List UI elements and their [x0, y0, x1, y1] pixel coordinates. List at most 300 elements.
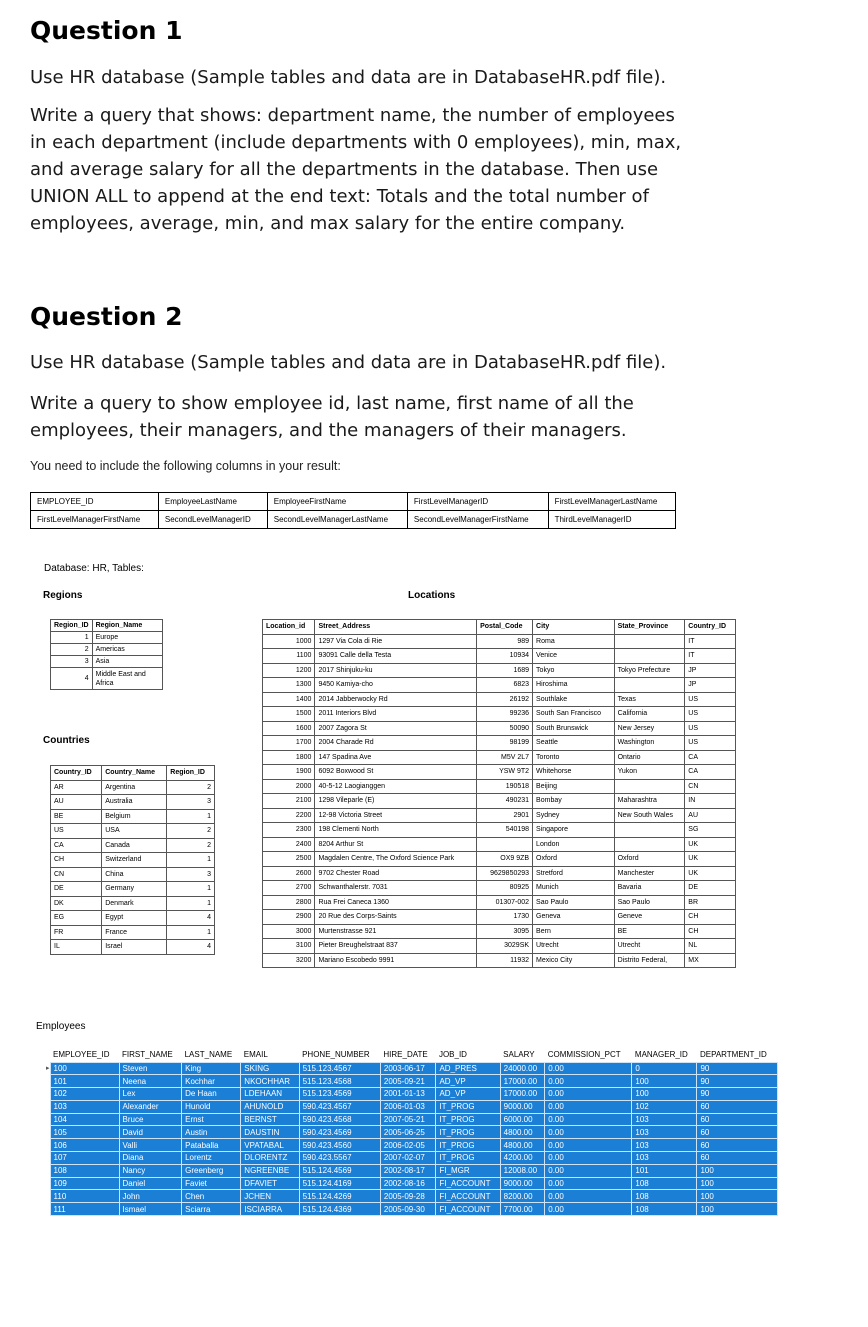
- table-cell: 1730: [477, 910, 533, 925]
- column-header[interactable]: MANAGER_ID: [632, 1048, 697, 1062]
- table-cell: France: [102, 925, 167, 940]
- table-row[interactable]: [46, 1113, 778, 1126]
- table-cell[interactable]: 100: [632, 1088, 697, 1101]
- table-cell[interactable]: 7700.00: [500, 1203, 545, 1216]
- table-row: [51, 925, 215, 940]
- columns-note: You need to include the following columns in your result:: [30, 459, 341, 473]
- table-cell[interactable]: LDEHAAN: [241, 1088, 299, 1101]
- table-cell[interactable]: ISCIARRA: [241, 1203, 299, 1216]
- table-cell: IN: [685, 794, 736, 809]
- columns-row: [31, 493, 676, 511]
- table-cell[interactable]: 590.423.4569: [299, 1126, 380, 1139]
- table-row: [263, 736, 736, 751]
- table-cell: DK: [51, 896, 102, 911]
- column-cell: ThirdLevelManagerID: [548, 511, 675, 529]
- column-cell: SecondLevelManagerLastName: [267, 511, 407, 529]
- table-cell: 1000: [263, 634, 315, 649]
- table-cell: Geneve: [614, 910, 685, 925]
- table-cell[interactable]: 0.00: [545, 1139, 632, 1152]
- table-cell: 2: [167, 824, 215, 839]
- column-header[interactable]: PHONE_NUMBER: [299, 1048, 380, 1062]
- table-cell: 20 Rue des Corps-Saints: [315, 910, 477, 925]
- table-cell[interactable]: IT_PROG: [436, 1139, 500, 1152]
- table-cell[interactable]: Steven: [119, 1062, 182, 1075]
- table-cell: UK: [685, 837, 736, 852]
- table-cell[interactable]: IT_PROG: [436, 1113, 500, 1126]
- table-cell[interactable]: DAUSTIN: [241, 1126, 299, 1139]
- table-cell: JP: [685, 663, 736, 678]
- table-cell: Singapore: [533, 823, 615, 838]
- table-cell: Toronto: [533, 750, 615, 765]
- table-cell: 80925: [477, 881, 533, 896]
- table-cell: Asia: [92, 656, 162, 668]
- table-cell: 1700: [263, 736, 315, 751]
- table-cell: 50090: [477, 721, 533, 736]
- table-row: [51, 644, 163, 656]
- table-cell[interactable]: 2006-01-03: [380, 1100, 436, 1113]
- table-cell[interactable]: 6000.00: [500, 1113, 545, 1126]
- table-cell[interactable]: 8200.00: [500, 1190, 545, 1203]
- table-cell: IL: [51, 940, 102, 955]
- table-cell: 540198: [477, 823, 533, 838]
- table-cell[interactable]: 101: [632, 1164, 697, 1177]
- table-cell[interactable]: 0.00: [545, 1203, 632, 1216]
- table-cell[interactable]: 0.00: [545, 1100, 632, 1113]
- table-cell: Seattle: [533, 736, 615, 751]
- table-row: [263, 663, 736, 678]
- table-row: [263, 808, 736, 823]
- table-row[interactable]: [46, 1190, 778, 1203]
- table-row: [263, 750, 736, 765]
- table-cell[interactable]: Sciarra: [182, 1203, 241, 1216]
- table-cell: UK: [685, 866, 736, 881]
- table-cell[interactable]: 60: [697, 1152, 778, 1165]
- table-cell[interactable]: 108: [632, 1190, 697, 1203]
- table-cell[interactable]: 2002-08-16: [380, 1177, 436, 1190]
- table-cell[interactable]: 2001-01-13: [380, 1088, 436, 1101]
- table-cell[interactable]: Lex: [119, 1088, 182, 1101]
- table-cell[interactable]: 60: [697, 1113, 778, 1126]
- regions-label: Regions: [43, 590, 83, 601]
- table-cell[interactable]: AD_PRES: [436, 1062, 500, 1075]
- table-cell: [614, 649, 685, 664]
- table-cell[interactable]: 90: [697, 1062, 778, 1075]
- columns-row: [31, 511, 676, 529]
- table-cell[interactable]: 110: [50, 1190, 119, 1203]
- table-cell: Southlake: [533, 692, 615, 707]
- table-cell: Tokyo: [533, 663, 615, 678]
- table-cell: Whitehorse: [533, 765, 615, 780]
- table-row: [263, 866, 736, 881]
- table-cell[interactable]: 17000.00: [500, 1075, 545, 1088]
- body-line: Write a query to show employee id, last name, first name of all the: [30, 393, 634, 414]
- table-cell: South Brunswick: [533, 721, 615, 736]
- table-cell: 2004 Charade Rd: [315, 736, 477, 751]
- table-cell: BE: [51, 809, 102, 824]
- table-cell: 2100: [263, 794, 315, 809]
- table-cell[interactable]: 111: [50, 1203, 119, 1216]
- table-cell[interactable]: 107: [50, 1152, 119, 1165]
- table-cell: 2000: [263, 779, 315, 794]
- table-cell: Washington: [614, 736, 685, 751]
- table-cell[interactable]: AD_VP: [436, 1088, 500, 1101]
- table-cell[interactable]: Diana: [119, 1152, 182, 1165]
- table-cell[interactable]: De Haan: [182, 1088, 241, 1101]
- table-cell: 1: [167, 853, 215, 868]
- countries-label: Countries: [43, 735, 90, 746]
- table-cell[interactable]: 0: [632, 1062, 697, 1075]
- table-cell: Murtenstrasse 921: [315, 924, 477, 939]
- table-row: [263, 823, 736, 838]
- table-cell: [614, 823, 685, 838]
- table-cell: IT: [685, 649, 736, 664]
- table-cell[interactable]: 100: [697, 1203, 778, 1216]
- table-cell[interactable]: FI_ACCOUNT: [436, 1203, 500, 1216]
- table-cell: DE: [51, 882, 102, 897]
- table-cell[interactable]: 100: [697, 1177, 778, 1190]
- table-cell[interactable]: 0.00: [545, 1177, 632, 1190]
- table-cell[interactable]: 590.423.4560: [299, 1139, 380, 1152]
- table-row: [263, 895, 736, 910]
- table-cell[interactable]: Austin: [182, 1126, 241, 1139]
- table-cell[interactable]: 103: [632, 1139, 697, 1152]
- table-cell: [614, 837, 685, 852]
- table-cell: Utrecht: [614, 939, 685, 954]
- table-cell: MX: [685, 953, 736, 968]
- table-cell[interactable]: 109: [50, 1177, 119, 1190]
- required-columns-table: [30, 492, 676, 529]
- table-cell: 2300: [263, 823, 315, 838]
- table-cell[interactable]: FI_MGR: [436, 1164, 500, 1177]
- table-cell[interactable]: 590.423.5567: [299, 1152, 380, 1165]
- table-cell: IT: [685, 634, 736, 649]
- table-cell[interactable]: 2003-06-17: [380, 1062, 436, 1075]
- table-cell[interactable]: John: [119, 1190, 182, 1203]
- table-cell[interactable]: 100: [697, 1164, 778, 1177]
- table-cell[interactable]: IT_PROG: [436, 1126, 500, 1139]
- table-cell[interactable]: 0.00: [545, 1126, 632, 1139]
- table-cell: FR: [51, 925, 102, 940]
- table-cell[interactable]: SKING: [241, 1062, 299, 1075]
- table-cell[interactable]: 60: [697, 1126, 778, 1139]
- table-cell: 3029SK: [477, 939, 533, 954]
- table-cell: Beijing: [533, 779, 615, 794]
- column-cell: FirstLevelManagerID: [407, 493, 548, 511]
- table-cell[interactable]: Faviet: [182, 1177, 241, 1190]
- table-header-row: [51, 620, 163, 632]
- table-cell: New Jersey: [614, 721, 685, 736]
- table-cell[interactable]: Pataballa: [182, 1139, 241, 1152]
- table-cell: 3000: [263, 924, 315, 939]
- table-cell[interactable]: 2005-06-25: [380, 1126, 436, 1139]
- table-cell[interactable]: VPATABAL: [241, 1139, 299, 1152]
- table-row: [263, 634, 736, 649]
- table-cell[interactable]: Nancy: [119, 1164, 182, 1177]
- table-row: [51, 882, 215, 897]
- column-header[interactable]: HIRE_DATE: [380, 1048, 436, 1062]
- table-cell[interactable]: 4200.00: [500, 1152, 545, 1165]
- table-row[interactable]: [46, 1164, 778, 1177]
- table-cell: USA: [102, 824, 167, 839]
- table-cell: 2200: [263, 808, 315, 823]
- table-cell[interactable]: JCHEN: [241, 1190, 299, 1203]
- table-cell[interactable]: 515.124.4269: [299, 1190, 380, 1203]
- table-cell[interactable]: 108: [50, 1164, 119, 1177]
- table-cell[interactable]: Greenberg: [182, 1164, 241, 1177]
- table-cell: CA: [685, 765, 736, 780]
- table-cell[interactable]: 2007-05-21: [380, 1113, 436, 1126]
- table-cell: Sydney: [533, 808, 615, 823]
- table-cell[interactable]: Alexander: [119, 1100, 182, 1113]
- table-cell[interactable]: 590.423.4568: [299, 1113, 380, 1126]
- row-marker: ▸: [46, 1062, 50, 1075]
- table-cell[interactable]: 4800.00: [500, 1139, 545, 1152]
- table-cell[interactable]: 2005-09-28: [380, 1190, 436, 1203]
- table-cell[interactable]: Chen: [182, 1190, 241, 1203]
- table-cell[interactable]: 0.00: [545, 1113, 632, 1126]
- table-cell[interactable]: 60: [697, 1100, 778, 1113]
- column-header: Location_id: [263, 620, 315, 635]
- table-cell[interactable]: 515.124.4369: [299, 1203, 380, 1216]
- table-cell: South San Francisco: [533, 707, 615, 722]
- table-cell: 490231: [477, 794, 533, 809]
- body-line: and average salary for all the departments in the database. Then use: [30, 159, 659, 180]
- table-cell[interactable]: FI_ACCOUNT: [436, 1190, 500, 1203]
- table-row: [263, 939, 736, 954]
- table-cell[interactable]: 0.00: [545, 1075, 632, 1088]
- table-cell[interactable]: 12008.00: [500, 1164, 545, 1177]
- table-cell[interactable]: 108: [632, 1203, 697, 1216]
- table-cell[interactable]: 515.123.4568: [299, 1075, 380, 1088]
- table-cell[interactable]: 90: [697, 1088, 778, 1101]
- table-cell: BE: [614, 924, 685, 939]
- table-cell: 3100: [263, 939, 315, 954]
- table-cell: 1297 Via Cola di Rie: [315, 634, 477, 649]
- table-row: [263, 852, 736, 867]
- table-cell[interactable]: 2007-02-07: [380, 1152, 436, 1165]
- table-cell[interactable]: FI_ACCOUNT: [436, 1177, 500, 1190]
- table-cell[interactable]: Kochhar: [182, 1075, 241, 1088]
- table-cell[interactable]: King: [182, 1062, 241, 1075]
- table-cell[interactable]: 515.123.4567: [299, 1062, 380, 1075]
- table-row: [51, 911, 215, 926]
- table-cell: 6092 Boxwood St: [315, 765, 477, 780]
- column-header: City: [533, 620, 615, 635]
- column-header[interactable]: JOB_ID: [436, 1048, 500, 1062]
- column-header[interactable]: COMMISSION_PCT: [545, 1048, 632, 1062]
- table-cell: SG: [685, 823, 736, 838]
- table-cell[interactable]: DFAVIET: [241, 1177, 299, 1190]
- table-cell: 12-98 Victoria Street: [315, 808, 477, 823]
- table-cell: AU: [685, 808, 736, 823]
- table-cell: JP: [685, 678, 736, 693]
- table-row[interactable]: [46, 1062, 778, 1075]
- table-cell: Pieter Breughelstraat 837: [315, 939, 477, 954]
- table-cell: Switzerland: [102, 853, 167, 868]
- table-cell: 1900: [263, 765, 315, 780]
- table-cell[interactable]: 104: [50, 1113, 119, 1126]
- table-cell: US: [685, 692, 736, 707]
- table-cell: 1: [167, 809, 215, 824]
- table-cell[interactable]: 17000.00: [500, 1088, 545, 1101]
- table-cell: 1298 Vileparle (E): [315, 794, 477, 809]
- table-cell[interactable]: Ismael: [119, 1203, 182, 1216]
- table-cell[interactable]: 100: [50, 1062, 119, 1075]
- table-cell[interactable]: IT_PROG: [436, 1100, 500, 1113]
- table-cell: 147 Spadina Ave: [315, 750, 477, 765]
- table-cell[interactable]: 0.00: [545, 1190, 632, 1203]
- table-cell: 1400: [263, 692, 315, 707]
- table-cell: 3: [167, 867, 215, 882]
- table-cell: Germany: [102, 882, 167, 897]
- table-cell[interactable]: 9000.00: [500, 1100, 545, 1113]
- table-cell: 1: [167, 896, 215, 911]
- table-cell: 1800: [263, 750, 315, 765]
- table-cell: Tokyo Prefecture: [614, 663, 685, 678]
- table-cell[interactable]: 2005-09-30: [380, 1203, 436, 1216]
- table-cell[interactable]: Valli: [119, 1139, 182, 1152]
- table-row[interactable]: [46, 1126, 778, 1139]
- table-cell[interactable]: 102: [50, 1088, 119, 1101]
- table-cell[interactable]: Daniel: [119, 1177, 182, 1190]
- table-cell[interactable]: 100: [632, 1075, 697, 1088]
- table-cell: 2017 Shinjuku-ku: [315, 663, 477, 678]
- table-row: [263, 924, 736, 939]
- intro-line: Use HR database (Sample tables and data are in DatabaseHR.pdf file).: [30, 67, 667, 88]
- column-header: Country_ID: [685, 620, 736, 635]
- question-1-body: [30, 102, 830, 237]
- table-cell[interactable]: 103: [632, 1126, 697, 1139]
- table-cell: Roma: [533, 634, 615, 649]
- table-cell[interactable]: 106: [50, 1139, 119, 1152]
- countries-table: [50, 765, 215, 955]
- table-row[interactable]: [46, 1075, 778, 1088]
- table-cell: Magdalen Centre, The Oxford Science Park: [315, 852, 477, 867]
- table-cell[interactable]: 515.124.4169: [299, 1177, 380, 1190]
- table-cell[interactable]: 0.00: [545, 1088, 632, 1101]
- question-2-title: Question 2: [30, 302, 183, 331]
- table-row[interactable]: [46, 1203, 778, 1216]
- table-cell[interactable]: 515.124.4569: [299, 1164, 380, 1177]
- table-cell: 2700: [263, 881, 315, 896]
- table-cell: US: [685, 721, 736, 736]
- table-cell[interactable]: AD_VP: [436, 1075, 500, 1088]
- table-cell: Rua Frei Caneca 1360: [315, 895, 477, 910]
- table-cell[interactable]: 103: [632, 1113, 697, 1126]
- column-header[interactable]: SALARY: [500, 1048, 545, 1062]
- table-cell[interactable]: 60: [697, 1139, 778, 1152]
- table-cell[interactable]: NGREENBE: [241, 1164, 299, 1177]
- table-cell[interactable]: AHUNOLD: [241, 1100, 299, 1113]
- table-cell[interactable]: 90: [697, 1075, 778, 1088]
- table-cell[interactable]: Neena: [119, 1075, 182, 1088]
- table-cell: Distrito Federal,: [614, 953, 685, 968]
- table-row: [51, 867, 215, 882]
- table-cell[interactable]: 590.423.4567: [299, 1100, 380, 1113]
- table-cell: Sao Paulo: [533, 895, 615, 910]
- table-cell: Bombay: [533, 794, 615, 809]
- table-cell[interactable]: David: [119, 1126, 182, 1139]
- column-cell: SecondLevelManagerID: [158, 511, 267, 529]
- table-cell[interactable]: BERNST: [241, 1113, 299, 1126]
- table-cell[interactable]: 101: [50, 1075, 119, 1088]
- table-cell: Stretford: [533, 866, 615, 881]
- table-cell: 9702 Chester Road: [315, 866, 477, 881]
- table-row[interactable]: [46, 1139, 778, 1152]
- table-cell[interactable]: IT_PROG: [436, 1152, 500, 1165]
- table-cell: Ontario: [614, 750, 685, 765]
- table-row[interactable]: [46, 1100, 778, 1113]
- table-cell[interactable]: NKOCHHAR: [241, 1075, 299, 1088]
- table-cell[interactable]: Ernst: [182, 1113, 241, 1126]
- table-cell[interactable]: 2005-09-21: [380, 1075, 436, 1088]
- table-cell[interactable]: DLORENTZ: [241, 1152, 299, 1165]
- table-cell: DE: [685, 881, 736, 896]
- table-cell: 190518: [477, 779, 533, 794]
- table-row[interactable]: [46, 1088, 778, 1101]
- question-2-body: [30, 390, 830, 444]
- table-cell[interactable]: Lorentz: [182, 1152, 241, 1165]
- table-cell: Australia: [102, 795, 167, 810]
- body-line: in each department (include departments with 0 employees), min, max,: [30, 132, 682, 153]
- table-cell: US: [51, 824, 102, 839]
- table-cell[interactable]: 103: [632, 1152, 697, 1165]
- table-cell: 2400: [263, 837, 315, 852]
- table-cell[interactable]: 103: [50, 1100, 119, 1113]
- table-row: [263, 721, 736, 736]
- table-row[interactable]: [46, 1177, 778, 1190]
- table-cell[interactable]: 4800.00: [500, 1126, 545, 1139]
- table-cell[interactable]: 9000.00: [500, 1177, 545, 1190]
- table-cell[interactable]: 102: [632, 1100, 697, 1113]
- table-cell: 1100: [263, 649, 315, 664]
- column-header[interactable]: DEPARTMENT_ID: [697, 1048, 778, 1062]
- table-cell: 4: [51, 668, 93, 690]
- table-row: [263, 692, 736, 707]
- column-cell: FirstLevelManagerFirstName: [31, 511, 159, 529]
- table-cell[interactable]: 105: [50, 1126, 119, 1139]
- table-cell[interactable]: 100: [697, 1190, 778, 1203]
- table-row: [263, 953, 736, 968]
- body-line: Write a query that shows: department name, the number of employees: [30, 105, 675, 126]
- question-1-intro: [30, 64, 830, 91]
- table-cell: 98199: [477, 736, 533, 751]
- table-cell[interactable]: 0.00: [545, 1164, 632, 1177]
- table-cell: 1: [167, 882, 215, 897]
- table-cell[interactable]: 24000.00: [500, 1062, 545, 1075]
- column-header[interactable]: LAST_NAME: [182, 1048, 241, 1062]
- table-cell[interactable]: Hunold: [182, 1100, 241, 1113]
- table-cell[interactable]: 515.123.4569: [299, 1088, 380, 1101]
- table-cell[interactable]: 108: [632, 1177, 697, 1190]
- table-cell: Mariano Escobedo 9991: [315, 953, 477, 968]
- table-cell[interactable]: 2006-02-05: [380, 1139, 436, 1152]
- table-cell: US: [685, 736, 736, 751]
- table-cell: Texas: [614, 692, 685, 707]
- body-line: employees, their managers, and the managers of their managers.: [30, 420, 627, 441]
- table-cell: 2014 Jabberwocky Rd: [315, 692, 477, 707]
- column-header[interactable]: EMPLOYEE_ID: [50, 1048, 119, 1062]
- column-header[interactable]: EMAIL: [241, 1048, 299, 1062]
- table-cell[interactable]: 0.00: [545, 1062, 632, 1075]
- table-row[interactable]: [46, 1152, 778, 1165]
- table-cell: Mexico City: [533, 953, 615, 968]
- table-cell[interactable]: Bruce: [119, 1113, 182, 1126]
- employees-grid: [46, 1048, 778, 1216]
- table-cell[interactable]: 0.00: [545, 1152, 632, 1165]
- table-cell[interactable]: 2002-08-17: [380, 1164, 436, 1177]
- column-header[interactable]: FIRST_NAME: [119, 1048, 182, 1062]
